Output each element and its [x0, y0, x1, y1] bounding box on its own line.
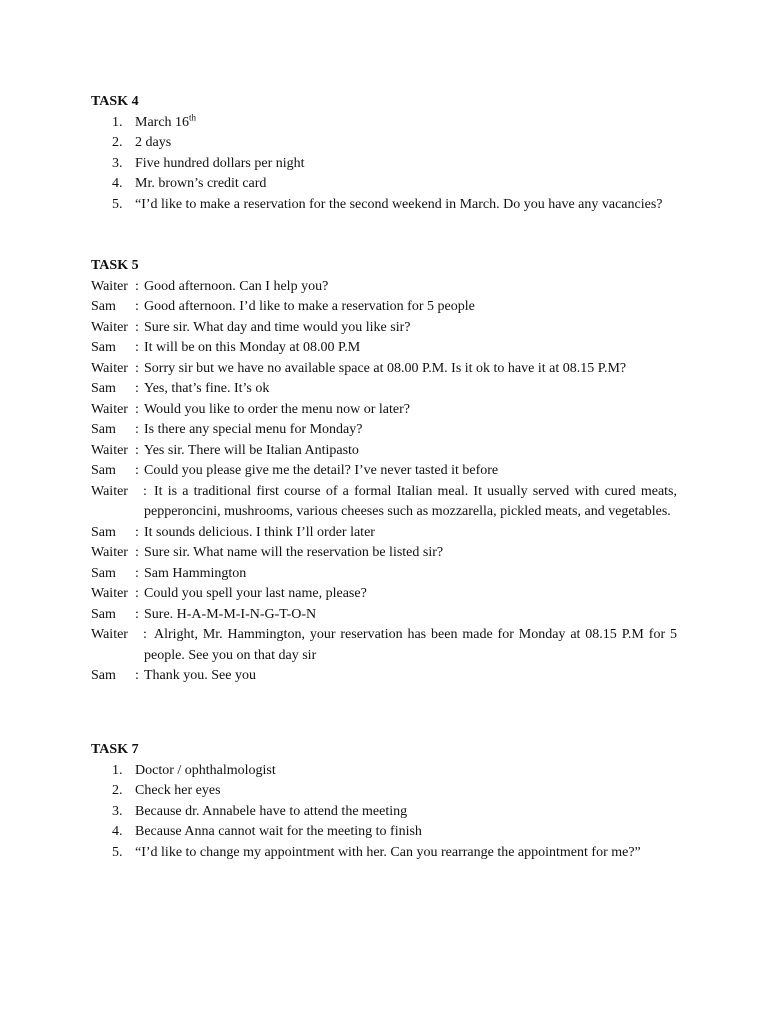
- dialogue-text: Sure. H-A-M-M-I-N-G-T-O-N: [144, 606, 317, 622]
- speaker-name: Waiter: [91, 319, 128, 335]
- item-number: 3.: [112, 155, 123, 171]
- dialogue-line: Sam : Sam Hammington: [91, 564, 677, 585]
- dialogue-text: Sorry sir but we have no available space at 08.00 P.M. Is it ok to have it at 08.15 P.M?: [144, 360, 627, 376]
- dialogue-text: Yes sir. There will be Italian Antipasto: [144, 442, 359, 458]
- item-number: 1.: [112, 762, 123, 778]
- speaker-name: Sam: [91, 668, 116, 683]
- item-text: 2 days: [135, 135, 172, 150]
- dialogue-text: Alright, Mr. Hammington, your reservation has been made for Monday at 08.15 P.M for 5 people. See you on that day sir: [144, 627, 677, 663]
- speaker-name: Waiter: [91, 401, 128, 417]
- dialogue-line: Sam : Thank you. See you: [91, 666, 677, 687]
- item-text: “I’d like to make a reservation for the second weekend in March. Do you have any vacancies?: [135, 196, 663, 212]
- list-item: [91, 133, 677, 154]
- task4-section: [91, 92, 677, 215]
- dialogue-text: It will be on this Monday at 08.00 P.M: [144, 340, 361, 355]
- item-number: 5.: [112, 196, 123, 212]
- speaker-name: Sam: [91, 422, 116, 437]
- dialogue-line: Sam : It will be on this Monday at 08.00 P.M: [91, 338, 677, 359]
- task7-answer-list: [91, 761, 677, 864]
- item-text: “I’d like to change my appointment with her. Can you rearrange the appointment for me?”: [135, 844, 641, 860]
- dialogue-line: Sam : Could you please give me the detail? I’ve never tasted it before: [91, 461, 677, 482]
- task5-heading: TASK 5: [91, 258, 139, 273]
- dialogue-text: It sounds delicious. I think I’ll order later: [144, 524, 375, 540]
- item-text: March 16: [135, 114, 190, 130]
- list-item: [91, 822, 677, 843]
- dialogue-text: Good afternoon. Can I help you?: [144, 278, 329, 294]
- dialogue-text: Sure sir. What name will the reservation be listed sir?: [144, 545, 444, 560]
- dialogue-line: Waiter : It is a traditional first course of a formal Italian meal. It usually served with cured meats, pepperoncini, mushrooms, various cheeses such as mozzarella, pickled meats, and vegetables.: [91, 482, 677, 523]
- dialogue-text: Good afternoon. I’d like to make a reservation for 5 people: [144, 299, 475, 314]
- speaker-name: Waiter: [91, 545, 128, 560]
- dialogue-text: Is there any special menu for Monday?: [144, 422, 363, 437]
- speaker-name: Waiter: [91, 278, 128, 294]
- speaker-name: Sam: [91, 463, 116, 478]
- speaker-name: Waiter: [91, 586, 128, 601]
- item-number: 4.: [112, 176, 123, 191]
- list-item: [91, 195, 677, 216]
- dialogue-line: Waiter : Sorry sir but we have no available space at 08.00 P.M. Is it ok to have it at 08.15 P.M?: [91, 359, 677, 380]
- item-number: 1.: [112, 114, 123, 130]
- dialogue-text: Thank you. See you: [144, 668, 256, 683]
- task7-section: [91, 740, 677, 863]
- task4-answer-list: [91, 113, 677, 216]
- dialogue-text: Could you please give me the detail? I’ve never tasted it before: [144, 463, 499, 478]
- dialogue-line: Waiter : Good afternoon. Can I help you?: [91, 277, 677, 298]
- item-number: 2.: [112, 135, 123, 150]
- dialogue-line: Sam : Yes, that’s fine. It’s ok: [91, 379, 677, 400]
- speaker-name: Sam: [91, 340, 116, 355]
- item-text: Doctor / ophthalmologist: [135, 762, 276, 778]
- dialogue-text: Could you spell your last name, please?: [144, 586, 367, 601]
- dialogue-text: Would you like to order the menu now or later?: [144, 401, 410, 417]
- task5-section: [91, 256, 677, 687]
- dialogue-line: Waiter : Could you spell your last name, please?: [91, 584, 677, 605]
- dialogue-text: Yes, that’s fine. It’s ok: [144, 381, 270, 396]
- item-text: Because dr. Annabele have to attend the meeting: [135, 803, 408, 819]
- item-number: 3.: [112, 803, 123, 819]
- dialogue-text: It is a traditional first course of a formal Italian meal. It usually served with cured meats, pepperoncini, mushrooms, various cheeses such as mozzarella, pickled meats, and vegetables.: [144, 483, 677, 519]
- item-number: 2.: [112, 783, 123, 798]
- dialogue-line: Waiter : Sure sir. What name will the reservation be listed sir?: [91, 543, 677, 564]
- list-item: [91, 802, 677, 823]
- dialogue: [91, 277, 677, 687]
- dialogue-text: Sure sir. What day and time would you like sir?: [144, 319, 411, 335]
- speaker-name: Waiter: [91, 627, 128, 642]
- speaker-name: Waiter: [91, 483, 128, 499]
- ordinal-suffix: th: [189, 111, 197, 122]
- item-number: 5.: [112, 844, 123, 860]
- list-item: [91, 781, 677, 802]
- list-item: [91, 761, 677, 782]
- dialogue-line: Sam : It sounds delicious. I think I’ll order later: [91, 523, 677, 544]
- item-number: 4.: [112, 824, 123, 839]
- item-text: Because Anna cannot wait for the meeting to finish: [135, 824, 422, 839]
- dialogue-line: Waiter : Alright, Mr. Hammington, your reservation has been made for Monday at 08.15 P.M for 5 people. See you on that day sir: [91, 625, 677, 666]
- task7-heading: TASK 7: [91, 742, 139, 757]
- dialogue-line: Waiter : Would you like to order the menu now or later?: [91, 400, 677, 421]
- item-text: Five hundred dollars per night: [135, 155, 305, 171]
- speaker-name: Waiter: [91, 442, 128, 458]
- dialogue-text: Sam Hammington: [144, 565, 247, 581]
- speaker-name: Sam: [91, 606, 116, 622]
- dialogue-line: Sam : Sure. H-A-M-M-I-N-G-T-O-N: [91, 605, 677, 626]
- dialogue-line: Waiter : Sure sir. What day and time would you like sir?: [91, 318, 677, 339]
- task4-heading: TASK 4: [91, 94, 139, 109]
- speaker-name: Waiter: [91, 360, 128, 376]
- list-item: [91, 843, 677, 864]
- list-item: [91, 174, 677, 195]
- list-item: [91, 154, 677, 175]
- speaker-name: Sam: [91, 299, 116, 314]
- speaker-name: Sam: [91, 524, 116, 540]
- dialogue-line: Sam : Good afternoon. I’d like to make a reservation for 5 people: [91, 297, 677, 318]
- speaker-name: Sam: [91, 565, 116, 581]
- speaker-name: Sam: [91, 381, 116, 396]
- dialogue-line: Sam : Is there any special menu for Monday?: [91, 420, 677, 441]
- item-text: Check her eyes: [135, 783, 221, 798]
- dialogue-line: Waiter : Yes sir. There will be Italian Antipasto: [91, 441, 677, 462]
- list-item: [91, 113, 677, 134]
- item-text: Mr. brown’s credit card: [135, 176, 267, 191]
